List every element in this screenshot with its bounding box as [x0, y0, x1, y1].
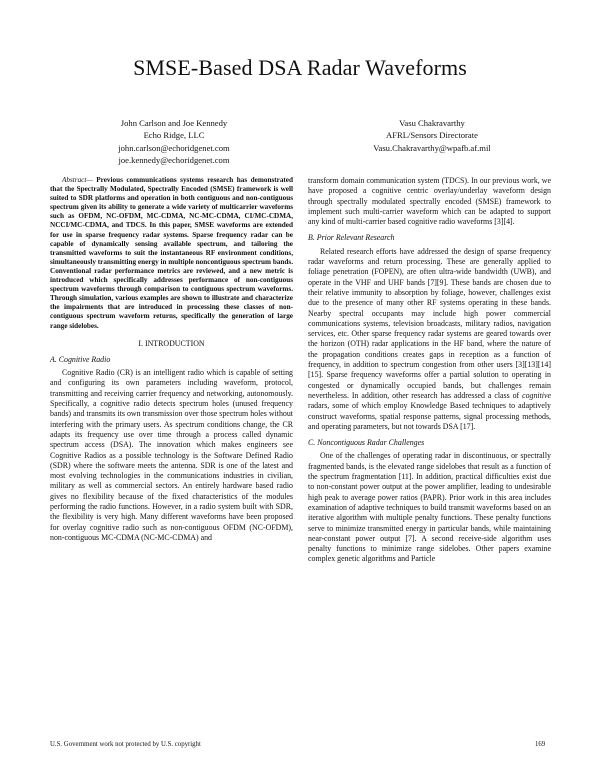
author-names: John Carlson and Joe Kennedy [120, 118, 228, 128]
author-email: Vasu.Chakravarthy@wpafb.af.mil [373, 142, 491, 153]
author-email: joe.kennedy@echoridgenet.com [118, 155, 230, 166]
author-block-2 [318, 117, 546, 154]
paper-title: SMSE-Based DSA Radar Waveforms [133, 55, 467, 80]
abstract-lead: Abstract— [62, 176, 93, 184]
page-number: 169 [535, 741, 546, 748]
author-names: Vasu Chakravarthy [399, 118, 465, 128]
paragraph-text: radars, some of which employ Knowledge Based techniques to adaptively construct waveforms, spatial response patterns, signal processing methods, and operating parameters, but not towards DSA [17]. [308, 401, 551, 431]
copyright-notice: U.S. Government work not protected by U.S. copyright [50, 741, 201, 748]
author-block-1 [60, 117, 288, 167]
italic-term: cognitive [522, 390, 551, 400]
paragraph-text: Related research efforts have addressed the design of sparse frequency radar waveforms and return processing. These are generally applied to foliage penetration (FOPEN), are often ultra-wide bandwidth (UWB), and operate in the VHF and UHF bands [7][9]. These bands are chosen due to their relative immunity to absorption by foliage, however, challenges exist due to the presence of many other RF systems operating in these bands. Nearby spectral occupants may include high power commercial communications systems, television broadcasts, military radios, navigation services, etc. Other sparse frequency radar systems are geared towards over the horizon (OTH) radar applications in the HF band, where the nature of the propagation conditions creates gaps in reception as a function of frequency, in addition to spectrum congestion from other users [3][13][14][15]. Sparse frequency waveforms offer a partial solution to operating in congested or dynamically occupied bands, but challenges remain nevertheless. In addition, other research has addressed a class of [308, 246, 551, 400]
paragraph-cognitive-radio-continued: transform domain communication system (TDCS). In our previous work, we have proposed a cognitive centric overlay/underlay waveform design through spectrally modulated spectrally encoded (SMSE) framework to implement such multi-carrier waveform which can be adapted to support any kind of multi-carrier based cognitive radio waveforms [3][4]. [308, 176, 551, 227]
paragraph-prior-research [308, 247, 551, 432]
paragraph-noncontiguous-radar: One of the challenges of operating radar in discontinuous, or spectrally fragmented bands, is the elevated range sidelobes that result as a function of the spectrum fragmentation [11]. In addition, practical difficulties exist due to non-constant power output at the power amplifier, leading to undesirable high peak to average power ratios (PAPR). Prior work in this area includes examination of adaptive techniques to build transmit waveforms based on an iterative algorithm with multiple penalty functions. These penalty functions serve to minimize transmitted energy in particular bands, while maintaining near-constant power output [7]. A second receive-side algorithm uses penalty functions to minimize range sidelobes. Other papers examine complex genetic algorithms and Particle [308, 451, 551, 564]
author-email: john.carlson@echoridgenet.com [118, 142, 230, 153]
right-column [308, 176, 551, 565]
abstract [50, 176, 293, 331]
subsection-heading-prior-research: B. Prior Relevant Research [308, 233, 395, 243]
author-affiliation: AFRL/Sensors Directorate [386, 130, 478, 141]
paragraph-cognitive-radio: Cognitive Radio (CR) is an intelligent radio which is capable of setting and configuring its own parameters including waveform, protocol, transmitting and receiving carrier frequency and networking, autonomously. Specifically, a cognitive radio detects spectrum holes (unused frequency bands) and transmits its own transmission over those spectrum holes without interfering with the primary users. As spectrum conditions change, the CR adapts its frequency use over time through a process called dynamic spectrum access (DSA). The innovation which makes engineers see Cognitive Radios as a possible technology is the Software Defined Radio (SDR) where the software meets the antenna. SDR is one of the latest and most evolving technologies in the communications industries in civilian, military as well as commercial sectors. An entirely hardware based radio gives no flexibility because of the fixed characteristics of the modules performing the radio functions. However, in a radio system built with SDR, the flexibility is very high. Many different waveforms have been proposed for overlay cognitive radio such as non-contiguous OFDM (NC-OFDM), non-contiguous MC-CDMA (NC-MC-CDMA) and [50, 368, 293, 542]
abstract-text: Previous communications systems research has demonstrated that the Spectrally Modulated, Spectrally Encoded (SMSE) framework is well suited to SDR platforms and operation in both contiguous and non-contiguous spectrum given its ability to generate a wide variety of multicarrier waveforms such as OFDM, NC-OFDM, MC-CDMA, NC-MC-CDMA, CI/MC-CDMA, NCCI/MC-CDMA, and TDCS. In this paper, SMSE waveforms are extended for use in sparse frequency radar systems. Sparse frequency radar can be capable of dynamically sensing available spectrum, and tailoring the transmitted waveforms to suit the instantaneous RF environment conditions, simultaneously transmitting energy in multiple noncontiguous spectrum bands. Conventional radar performance metrics are reviewed, and a new metric is introduced which specifically addresses performance of non-contiguous spectrum waveforms through comparison to contiguous spectrum waveforms. Through simulation, various examples are shown to illustrate and characterize the impairments that are introduced in processing these classes of non-contiguous spectrum waveform returns, specifically the generation of large range sidelobes. [50, 176, 293, 330]
section-heading-introduction: I. INTRODUCTION [138, 338, 205, 348]
author-affiliation: Echo Ridge, LLC [143, 130, 205, 141]
subsection-heading-noncontiguous-radar: C. Noncontiguous Radar Challenges [308, 438, 425, 448]
subsection-heading-cognitive-radio: A. Cognitive Radio [50, 354, 111, 364]
left-column [50, 176, 293, 543]
